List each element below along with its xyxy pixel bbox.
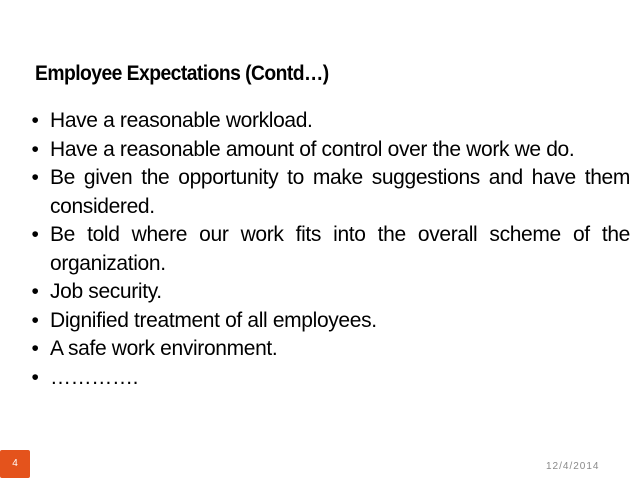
bullet-icon: • bbox=[31, 308, 39, 332]
bullet-text: Be told where our work fits into the overall scheme of the organization. bbox=[50, 223, 630, 275]
bullet-list bbox=[28, 107, 630, 392]
bullet-item bbox=[28, 307, 630, 336]
bullet-icon: • bbox=[31, 223, 39, 246]
bullet-icon: • bbox=[31, 166, 39, 189]
bullet-item bbox=[28, 164, 630, 221]
slide-title: Employee Expectations (Contd…) bbox=[35, 62, 329, 85]
bullet-text: Dignified treatment of all employees. bbox=[50, 308, 377, 332]
bullet-icon: • bbox=[31, 280, 39, 303]
bullet-text: Job security. bbox=[50, 280, 162, 303]
bullet-text: Have a reasonable workload. bbox=[50, 109, 313, 132]
bullet-text: A safe work environment. bbox=[50, 337, 278, 360]
bullet-item bbox=[28, 107, 630, 136]
bullet-text: Be given the opportunity to make suggestions and have them considered. bbox=[50, 166, 630, 218]
bullet-icon: • bbox=[31, 337, 39, 360]
bullet-item bbox=[28, 136, 630, 165]
slide-date: 12/4/2014 bbox=[546, 461, 600, 472]
bullet-text: …………. bbox=[50, 365, 139, 389]
bullet-item bbox=[28, 364, 630, 393]
slide-number-badge: 4 bbox=[0, 450, 30, 478]
bullet-icon: • bbox=[31, 365, 39, 389]
bullet-item bbox=[28, 221, 630, 278]
bullet-text: Have a reasonable amount of control over the work we do. bbox=[50, 137, 575, 161]
bullet-item bbox=[28, 335, 630, 364]
bullet-icon: • bbox=[31, 109, 39, 132]
bullet-icon: • bbox=[31, 137, 39, 161]
bullet-item bbox=[28, 278, 630, 307]
